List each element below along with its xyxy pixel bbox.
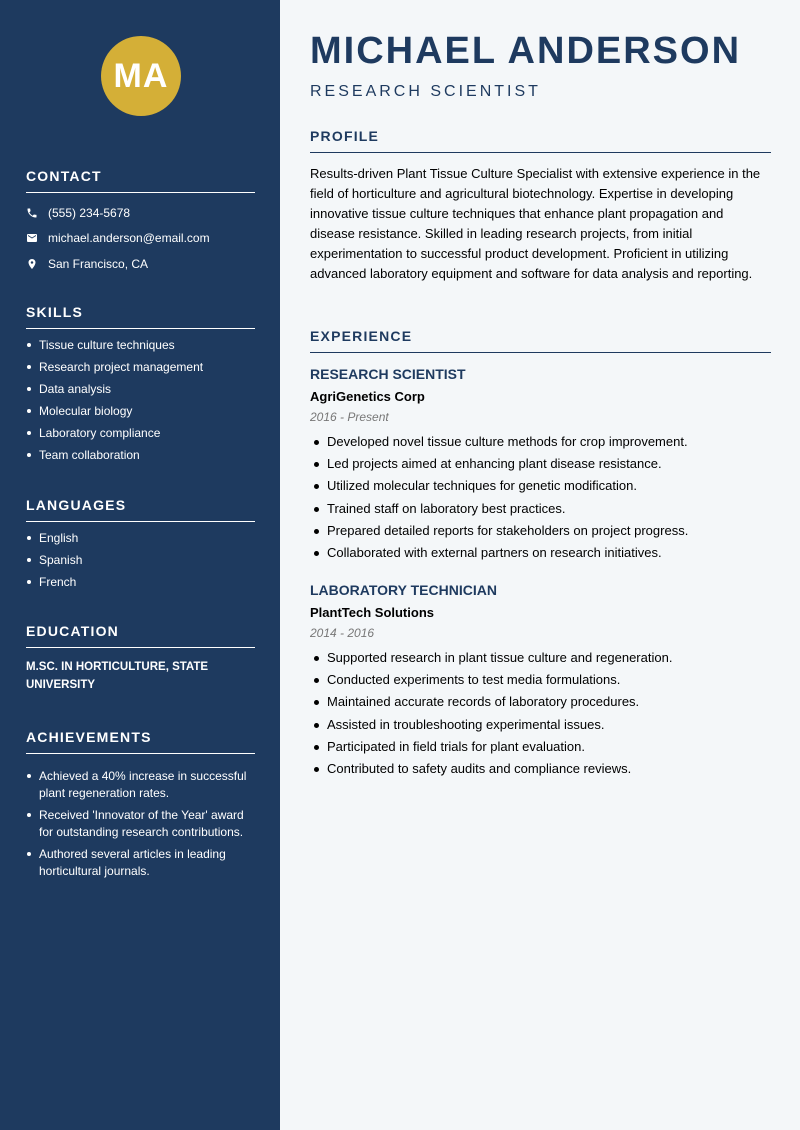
location-pin-icon [26,258,48,270]
job-bullet: Participated in field trials for plant evaluation. [310,739,771,755]
job-company: PlantTech Solutions [310,605,434,620]
job-bullet: Trained staff on laboratory best practices. [310,501,771,517]
job-bullet: Led projects aimed at enhancing plant disease resistance. [310,456,771,472]
language-item: French [26,574,255,590]
achievement-item: Received 'Innovator of the Year' award for outstanding research contributions. [26,807,255,841]
job-title: LABORATORY TECHNICIAN [310,582,497,598]
contact-location-text: San Francisco, CA [48,256,149,271]
skill-item: Data analysis [26,381,255,397]
education-degree: M.SC. IN HORTICULTURE, STATE UNIVERSITY [26,661,209,691]
profile-heading: PROFILE [310,128,771,153]
job-title: RESEARCH SCIENTIST [310,366,466,382]
contact-email-text[interactable]: michael.anderson@email.com [48,231,210,246]
job-bullets [310,434,771,561]
contact-location [26,251,255,277]
job-dates: 2014 - 2016 [310,626,375,640]
languages-heading: LANGUAGES [26,497,255,522]
languages-list [26,530,255,590]
skill-item: Research project management [26,359,255,375]
contact-phone-text[interactable]: (555) 234-5678 [48,205,131,220]
phone-icon [26,207,48,219]
job-bullet: Utilized molecular techniques for genetic modification. [310,478,771,494]
job-bullet: Assisted in troubleshooting experimental issues. [310,717,771,733]
skill-item: Laboratory compliance [26,425,255,441]
profile-text: Results-driven Plant Tissue Culture Specialist with extensive experience in the field of horticulture and agricultural biotechnology. Expertise in developing innovative tissue culture techniques that enhance plant propagation and disease resistance. Skilled in leading research projects, from initial experimentation to successful product development. Proficient in utilizing advanced laboratory equipment and software for data analysis and reporting. [310,166,761,281]
languages-section [26,497,255,596]
email-icon [26,232,48,244]
achievement-item: Authored several articles in leading horticultural journals. [26,846,255,880]
job-bullet: Collaborated with external partners on research initiatives. [310,545,771,561]
sidebar [0,0,280,1130]
language-item: Spanish [26,552,255,568]
achievements-list [26,768,255,880]
contact-email [26,226,255,252]
skills-list [26,337,255,463]
contact-phone [26,200,255,226]
job-company: AgriGenetics Corp [310,389,425,404]
job-bullet: Conducted experiments to test media formulations. [310,672,771,688]
skill-item: Tissue culture techniques [26,337,255,353]
job-dates: 2016 - Present [310,410,389,424]
candidate-title: RESEARCH SCIENTIST [310,83,541,100]
experience-heading: EXPERIENCE [310,328,771,353]
avatar-initials: MA [113,56,169,95]
achievements-section [26,729,255,885]
job-bullet: Maintained accurate records of laboratory procedures. [310,694,771,710]
experience-section [310,328,771,353]
education-section [26,623,255,694]
candidate-name: MICHAEL ANDERSON [310,30,742,72]
skill-item: Team collaboration [26,447,255,463]
language-item: English [26,530,255,546]
job-bullets [310,650,771,777]
skill-item: Molecular biology [26,403,255,419]
avatar [101,36,181,116]
job-entry [310,582,771,783]
job-bullet: Contributed to safety audits and compliance reviews. [310,761,771,777]
contact-heading: CONTACT [26,168,255,193]
job-bullet: Supported research in plant tissue culture and regeneration. [310,650,771,666]
achievement-item: Achieved a 40% increase in successful plant regeneration rates. [26,768,255,802]
skills-heading: SKILLS [26,304,255,329]
job-bullet: Developed novel tissue culture methods for crop improvement. [310,434,771,450]
profile-section [310,128,771,284]
job-entry [310,366,771,567]
education-heading: EDUCATION [26,623,255,648]
job-bullet: Prepared detailed reports for stakeholders on project progress. [310,523,771,539]
contact-section [26,168,255,277]
achievements-heading: ACHIEVEMENTS [26,729,255,754]
skills-section [26,304,255,469]
